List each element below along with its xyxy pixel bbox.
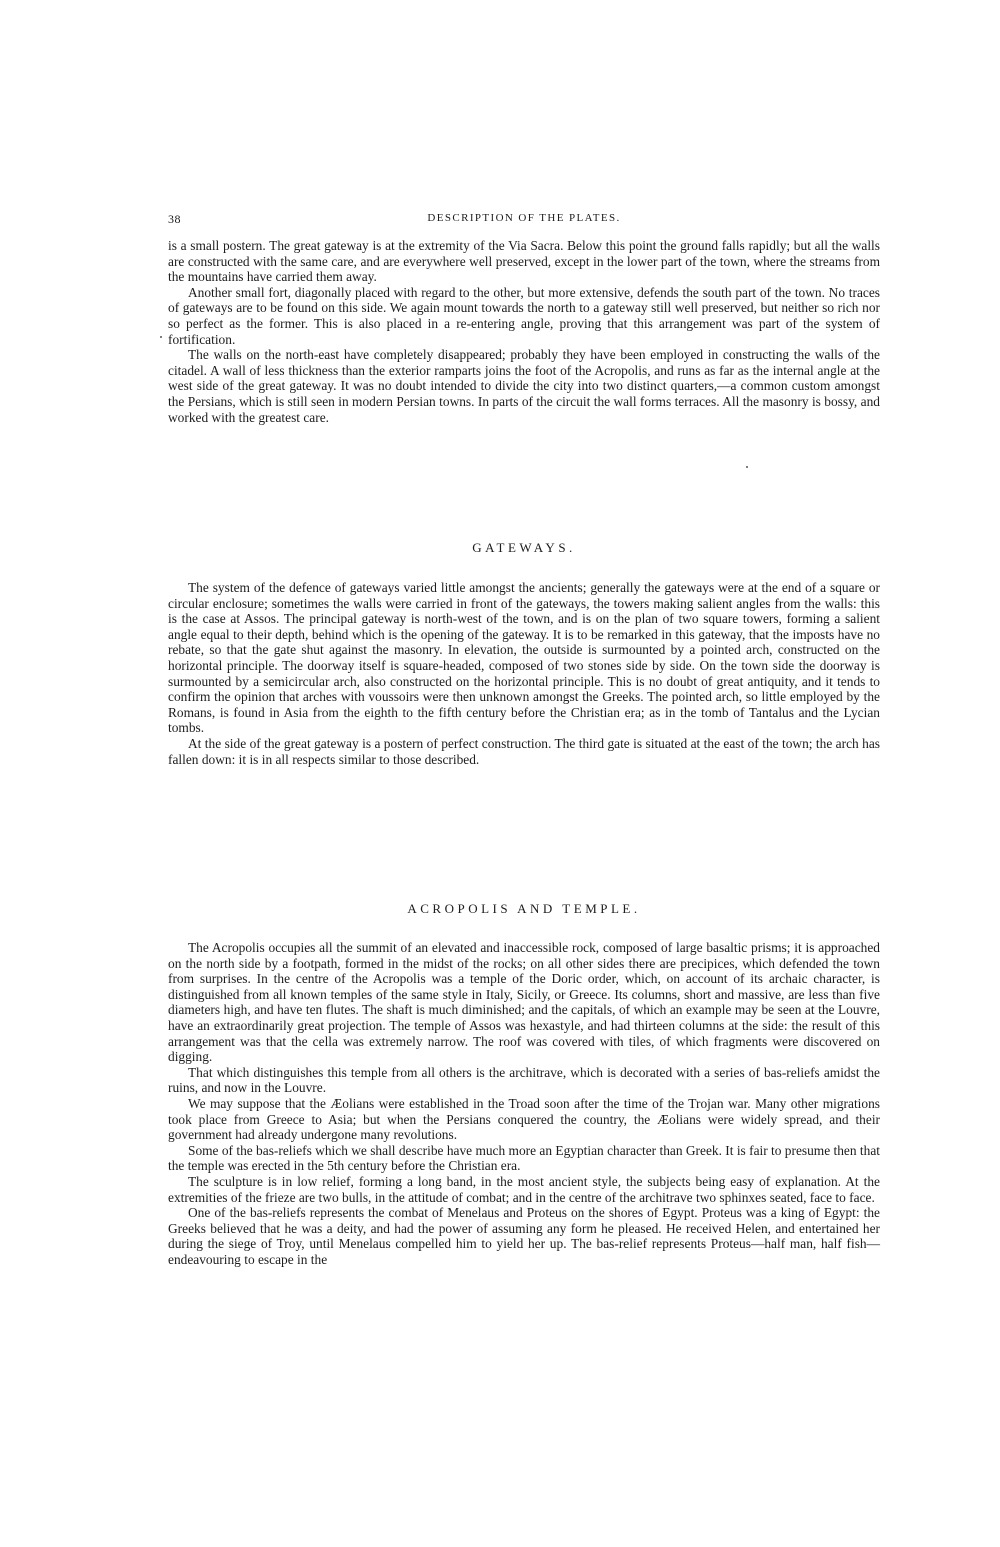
- page-number: 38: [168, 212, 181, 226]
- paragraph: The system of the defence of gateways varied little amongst the ancients; generally the gateways were at the end of a square or circular enclosure; sometimes the walls were carried in front of the gateways, the towers making salient angles from the walls: this is the case at Assos. The principal gateway is north-west of the town, and is on the plan of two square towers, forming a salient angle equal to their depth, behind which is the opening of the gateway. It is to be remarked in this gateway, that the imposts have no rebate, so that the gate shut against the masonry. In elevation, the outside is surmounted by a pointed arch, constructed on the horizontal principle. The doorway itself is square-headed, composed of two stones side by side. On the town side the doorway is surmounted by a semicircular arch, also constructed on the horizontal principle. This is no doubt of great antiquity, and it tends to confirm the opinion that arches with voussoirs were then unknown amongst the Greeks. The pointed arch, so little employed by the Romans, is found in Asia from the eighth to the fifth century before the Christian era; as in the tomb of Tantalus and the Lycian tombs.: [168, 580, 880, 736]
- intro-text: [168, 238, 880, 425]
- gateways-text: [168, 580, 880, 767]
- paragraph: Another small fort, diagonally placed with regard to the other, but more extensive, defends the south part of the town. No traces of gateways are to be found on this side. We again mount towards the north to a gateway still well preserved, but neither so rich nor so perfect as the former. This is also placed in a re-entering angle, proving that this arrangement was part of the system of fortification.: [168, 284, 880, 347]
- paragraph: is a small postern. The great gateway is at the extremity of the Via Sacra. Below this point the ground falls rapidly; but all the walls are constructed with the same care, and are everywhere well preserved, except in the lower part of the town, where the streams from the mountains have carried them away.: [168, 238, 880, 285]
- section-heading-acropolis: ACROPOLIS AND TEMPLE.: [407, 901, 641, 916]
- paragraph: The Acropolis occupies all the summit of an elevated and inaccessible rock, composed of large basaltic prisms; it is approached on the north side by a footpath, formed in the midst of the rocks; on all other sides there are precipices, which defended the town from surprises. In the centre of the Acropolis was a temple of the Doric order, which, on account of its archaic character, is distinguished from all known temples of the same style in Italy, Sicily, or Greece. Its columns, short and massive, are less than five diameters high, and have ten flutes. The shaft is much diminished; and the capitals, of which an example may be seen at the Louvre, have an extraordinarily great projection. The temple of Assos was hexastyle, and had thirteen columns at the side: the result of this arrangement was that the cella was extremely narrow. The roof was covered with tiles, of which fragments were discovered on digging.: [168, 940, 880, 1065]
- paragraph: That which distinguishes this temple from all others is the architrave, which is decorated with a series of bas-reliefs amidst the ruins, and now in the Louvre.: [168, 1064, 880, 1096]
- running-head-title: DESCRIPTION OF THE PLATES.: [427, 212, 621, 224]
- section-heading-gateways: GATEWAYS.: [472, 540, 576, 555]
- paragraph: We may suppose that the Æolians were established in the Troad soon after the time of the Trojan war. Many other migrations took place from Greece to Asia; but when the Persians conquered the country, the Æolians were widely spread, and their government had already undergone many revolutions.: [168, 1095, 880, 1143]
- paragraph: At the side of the great gateway is a postern of perfect construction. The third gate is situated at the east of the town; the arch has fallen down: it is in all respects similar to those described.: [168, 735, 880, 767]
- paragraph: The sculpture is in low relief, forming a long band, in the most ancient style, the subjects being easy of explanation. At the extremities of the frieze are two bulls, in the attitude of combat; and in the centre of the architrave two sphinxes seated, face to face.: [168, 1173, 880, 1205]
- acropolis-text: [168, 940, 880, 1267]
- paragraph: The walls on the north-east have completely disappeared; probably they have been employed in constructing the walls of the citadel. A wall of less thickness than the exterior ramparts joins the foot of the Acropolis, and runs as far as the internal angle at the west side of the great gateway. It was no doubt intended to divide the city into two distinct quarters,—a common custom amongst the Persians, which is still seen in modern Persian towns. In parts of the circuit the wall forms terraces. All the masonry is bossy, and worked with the greatest care.: [168, 347, 880, 425]
- running-head: [168, 212, 880, 230]
- paragraph: One of the bas-reliefs represents the combat of Menelaus and Proteus on the shores of Egypt. Proteus was a king of Egypt: the Greeks believed that he was a deity, and had the power of assuming any form he pleased. He received Helen, and entertained her during the siege of Troy, until Menelaus compelled him to yield her up. The bas-relief represents Proteus—half man, half fish—endeavouring to escape in the: [168, 1205, 880, 1267]
- print-speck: [160, 336, 162, 338]
- paragraph: Some of the bas-reliefs which we shall describe have much more an Egyptian character than Greek. It is fair to presume then that the temple was erected in the 5th century before the Christian era.: [168, 1142, 880, 1174]
- print-speck: [746, 466, 748, 468]
